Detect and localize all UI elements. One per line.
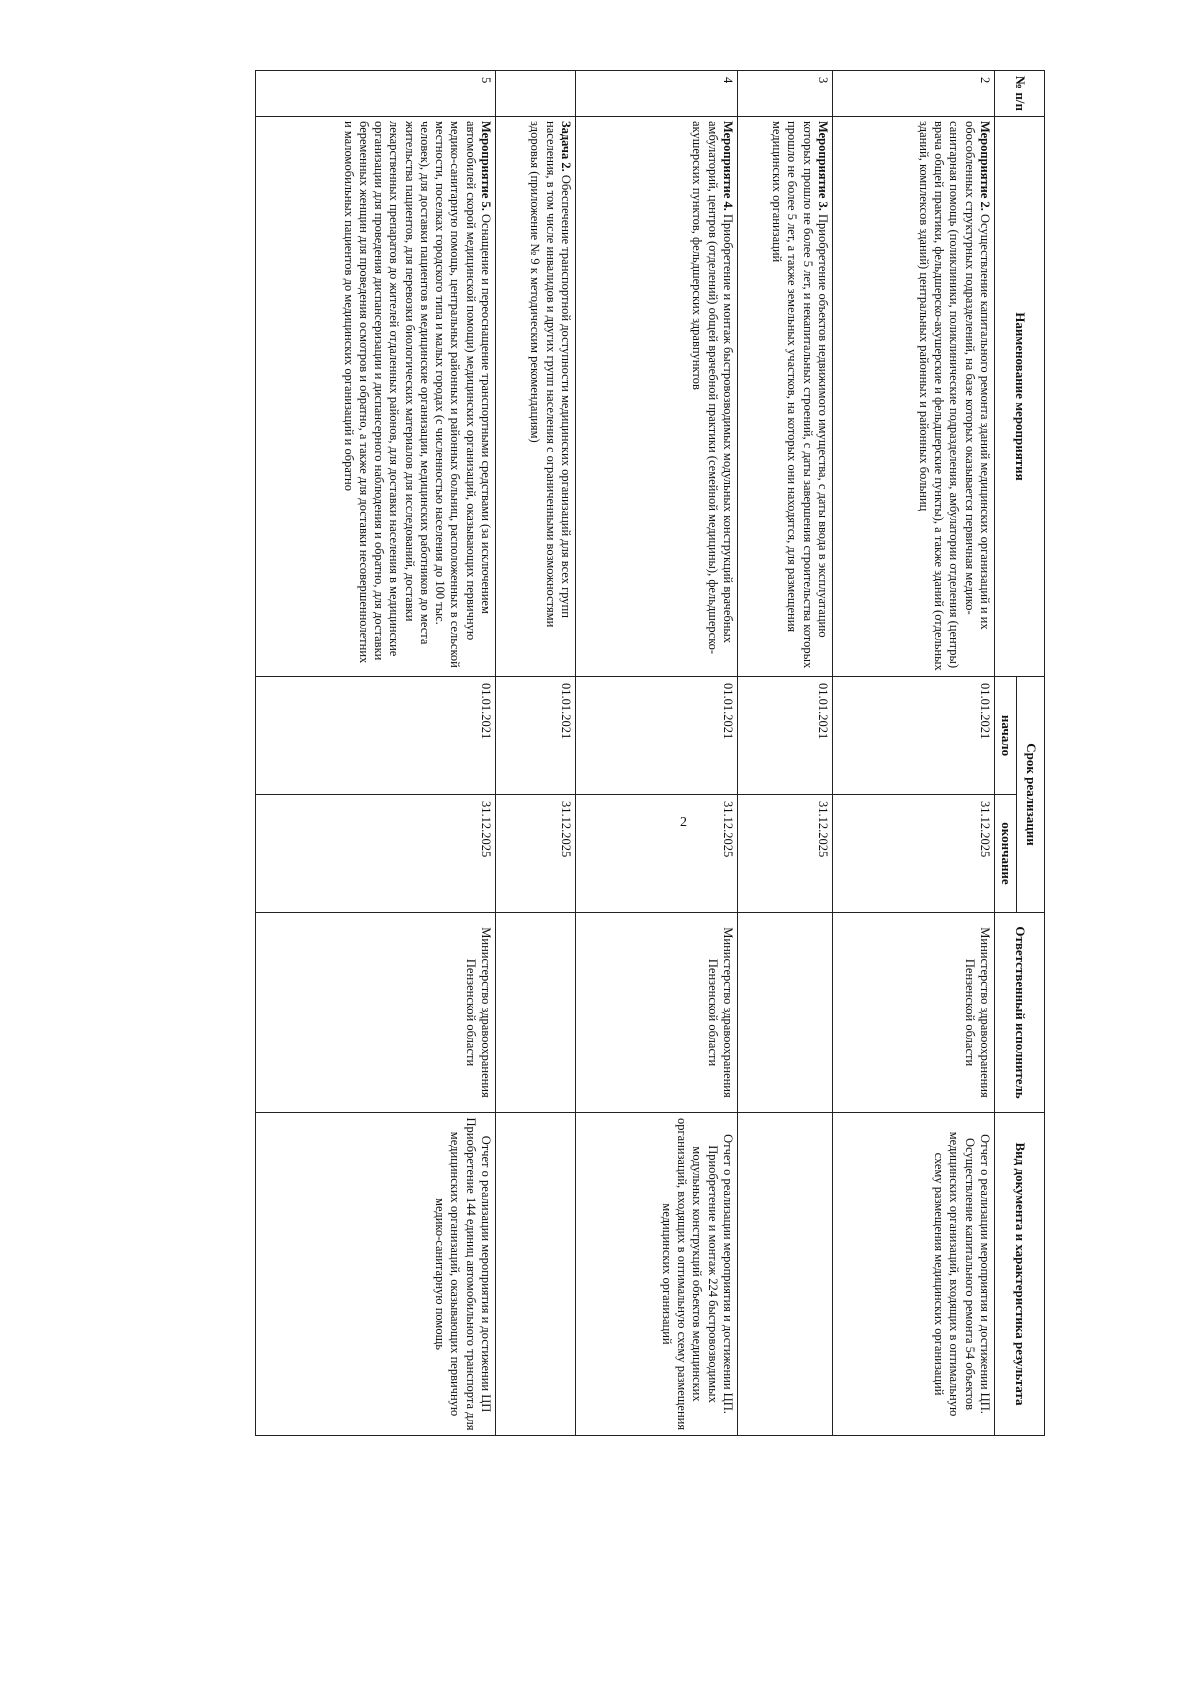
task-cell xyxy=(496,117,576,677)
end-date: 31.12.2025 xyxy=(576,795,738,913)
executor: Министерство здравоохранения Пензенской области xyxy=(833,913,995,1113)
header-num: № п/п xyxy=(995,71,1045,117)
row-num xyxy=(496,71,576,117)
row-num: 4 xyxy=(576,71,738,117)
executor xyxy=(496,913,576,1113)
activity-text: Приобретение объектов недвижимого имущества, с даты ввода в эксплуатацию которых прошло не более 5 лет, и некапитальных строений, с даты завершения строительства которых прошло не более 5 лет, а также земельных участков, на которых они находятся, для размещения медицинских организаций xyxy=(770,121,830,669)
table-row xyxy=(738,71,833,1436)
rotated-page xyxy=(165,70,1045,1435)
header-executor: Ответственный исполнитель xyxy=(995,913,1045,1113)
task-text: Обеспечение транспортной доступности медицинских организаций для всех групп населения, в том числе инвалидов и других групп населения с ограниченными возможностями здоровья (приложение № 9 к методическим рекомендациям) xyxy=(528,121,573,628)
start-date: 01.01.2021 xyxy=(738,677,833,795)
row-num: 2 xyxy=(833,71,995,117)
result: Отчет о реализации мероприятия и достижении ЦП. Осуществление капитального ремонта 54 объектов медицинских организаций, входящих в оптимальную схему размещения медицинских организаций xyxy=(833,1113,995,1436)
executor: Министерство здравоохранения Пензенской области xyxy=(576,913,738,1113)
result xyxy=(496,1113,576,1436)
end-date: 31.12.2025 xyxy=(496,795,576,913)
table-row xyxy=(576,71,738,1436)
result xyxy=(738,1113,833,1436)
start-date: 01.01.2021 xyxy=(576,677,738,795)
activities-table xyxy=(255,70,1045,1436)
activity-cell xyxy=(256,117,496,677)
header-period: Срок реализации xyxy=(1017,677,1045,913)
activity-cell xyxy=(576,117,738,677)
activity-label: Мероприятие 3. xyxy=(816,121,830,211)
result: Отчет о реализации мероприятия и достижении ЦП. Приобретение и монтаж 224 быстровозводимых модульных конструкций объектов медицинских организаций, входящих в оптимальную схему размещения медицинских организаций xyxy=(576,1113,738,1436)
activity-label: Мероприятие 2. xyxy=(978,121,992,211)
activity-cell xyxy=(738,117,833,677)
table-row xyxy=(256,71,496,1436)
activity-text: Приобретение и монтаж быстровозводимых модульных конструкций врачебных амбулаторий, центров (отделений) общей врачебной практики (семейной медицины), фельдшерско-акушерских пунктов, фельдшерских здравпунктов xyxy=(690,121,735,655)
activity-label: Мероприятие 4. xyxy=(721,121,735,211)
row-num: 5 xyxy=(256,71,496,117)
header-result: Вид документа и характеристика результата xyxy=(995,1113,1045,1436)
task-label: Задача 2. xyxy=(559,121,573,172)
start-date: 01.01.2021 xyxy=(496,677,576,795)
activity-text: Осуществление капитального ремонта зданий медицинских организаций и их обособленных структурных подразделений, на базе которых оказывается первичная медико-санитарная помощь (поликлиники, поликлинические подразделения, амбулатории отделения (центры) врача общей практики, фельдшерско-акушерские и фельдшерские пункты), а также зданий (отдельных зданий, комплексов зданий) центральных районных и районных больниц xyxy=(917,121,992,671)
page-number: 2 xyxy=(680,815,687,830)
end-date: 31.12.2025 xyxy=(256,795,496,913)
end-date: 31.12.2025 xyxy=(833,795,995,913)
end-date: 31.12.2025 xyxy=(738,795,833,913)
executor xyxy=(738,913,833,1113)
header-start: начало xyxy=(995,677,1017,795)
executor: Министерство здравоохранения Пензенской области xyxy=(256,913,496,1113)
activity-cell xyxy=(833,117,995,677)
header-name: Наименование мероприятия xyxy=(995,117,1045,677)
result: Отчет о реализации мероприятия и достижении ЦП Приобретение 144 единиц автомобильного транспорта для медицинских организаций, оказывающих первичную медико-санитарную помощь xyxy=(256,1113,496,1436)
header-end: окончание xyxy=(995,795,1017,913)
activity-text: Оснащение и переоснащение транспортными средствами (за исключением автомобилей скорой медицинской помощи) медицинских организаций, оказывающих первичную медико-санитарную помощь, центральных районных и районных больниц, расположенных в сельской местности, поселках городского типа и малых городах (с численностью населения до 100 тыс. человек), для доставки пациентов в медицинские организации, медицинских работников до места жительства пациентов, для перевозки биологических материалов для исследований, доставки лекарственных препаратов до жителей отдаленных районов, для доставки населения в медицинские организации для проведения диспансеризации и диспансерного наблюдения и обратно, для доставки беременных женщин для проведения осмотров и обратно, а также для доставки несовершеннолетних и маломобильных пациентов до медицинских организаций и обратно xyxy=(341,121,493,668)
start-date: 01.01.2021 xyxy=(833,677,995,795)
table-row xyxy=(833,71,995,1436)
start-date: 01.01.2021 xyxy=(256,677,496,795)
activity-label: Мероприятие 5. xyxy=(479,121,493,211)
row-num: 3 xyxy=(738,71,833,117)
table-row xyxy=(496,71,576,1436)
